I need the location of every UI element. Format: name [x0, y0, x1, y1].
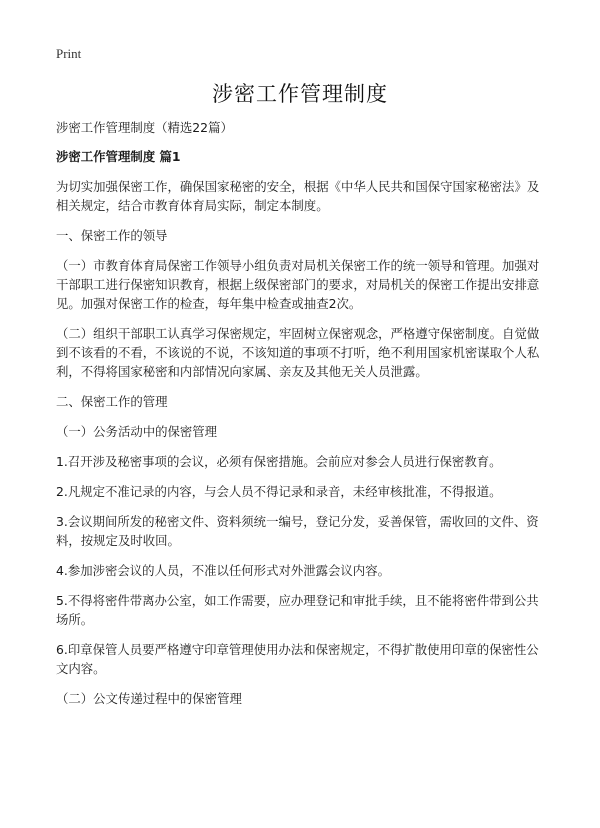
print-label[interactable]: Print	[56, 46, 82, 61]
section-heading: 涉密工作管理制度 篇1	[56, 149, 181, 164]
rule-item-4: 4.参加涉密会议的人员，不准以任何形式对外泄露会议内容。	[56, 563, 390, 578]
rule-item-2: 2.凡规定不准记录的内容，与会人员不得记录和录音，未经审核批准，不得报道。	[56, 484, 502, 499]
document-title: 涉密工作管理制度	[212, 82, 388, 106]
rule-item-5: 5.不得将密件带离办公室，如工作需要，应办理登记和审批手续，且不能将密件带到公共场所。	[56, 593, 539, 627]
rule-item-6: 6.印章保管人员要严格遵守印章管理使用办法和保密规定，不得扩散使用印章的保密性公文内容。	[56, 642, 539, 676]
rule-item-3: 3.会议期间所发的秘密文件、资料须统一编号，登记分发，妥善保管，需收回的文件、资料，按规定及时收回。	[56, 514, 539, 548]
document-body	[56, 118, 550, 719]
heading-management: 二、保密工作的管理	[56, 394, 168, 409]
rule-item-1: 1.召开涉及秘密事项的会议，必须有保密措施。会前应对参会人员进行保密教育。	[56, 454, 502, 469]
paragraph-intro: 为切实加强保密工作，确保国家秘密的安全，根据《中华人民共和国保守国家秘密法》及相关规定，结合市教育体育局实际，制定本制度。	[56, 179, 540, 213]
document-subtitle: 涉密工作管理制度（精选22篇）	[56, 120, 233, 135]
subheading-document-transfer: （二）公文传递过程中的保密管理	[56, 691, 242, 706]
heading-leadership: 一、保密工作的领导	[56, 228, 168, 243]
subheading-official-activities: （一）公务活动中的保密管理	[56, 424, 218, 439]
paragraph-leadership-1: （一）市教育体育局保密工作领导小组负责对局机关保密工作的统一领导和管理。加强对干部职工进行保密知识教育，根据上级保密部门的要求，对局机关的保密工作提出安排意见。加强对保密工作的检查，每年集中检查或抽查2次。	[56, 258, 540, 311]
paragraph-leadership-2: （二）组织干部职工认真学习保密规定，牢固树立保密观念，严格遵守保密制度。自觉做到不该看的不看，不该说的不说，不该知道的事项不打听，绝不利用国家机密谋取个人私利，不得将国家秘密和内部情况向家属、亲友及其他无关人员泄露。	[56, 326, 540, 379]
